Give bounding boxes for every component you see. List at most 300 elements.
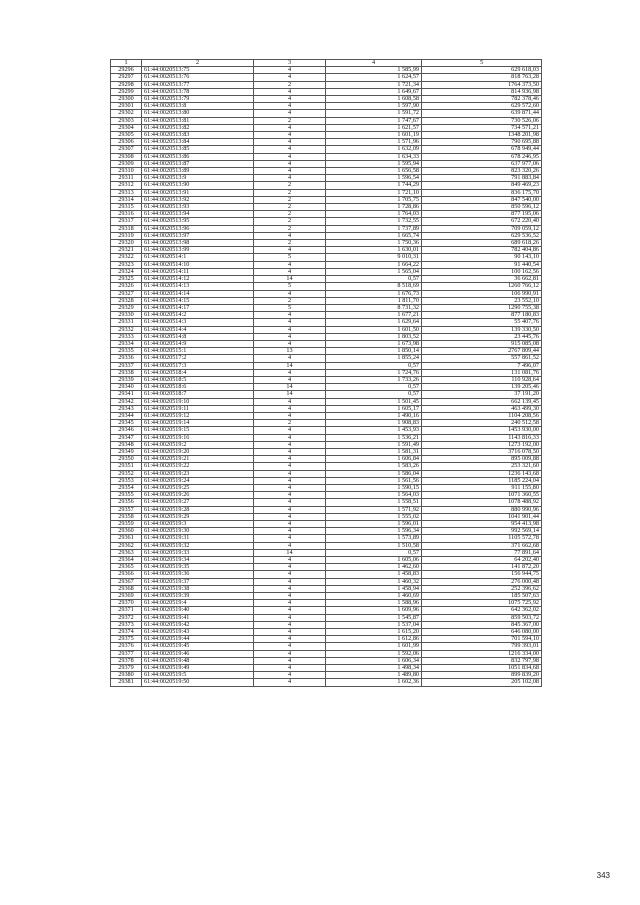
value-cell: 1 501,45: [326, 398, 422, 405]
value-cell: 1 750,36: [326, 240, 422, 247]
cadastral-number-cell: 61:44:0020513:87: [142, 160, 254, 167]
table-row: [111, 283, 542, 290]
cadastral-number-cell: 61:44:0020514:15: [142, 297, 254, 304]
row-number-cell: 29347: [111, 434, 142, 441]
type-code-cell: 4: [254, 629, 326, 636]
type-code-cell: 4: [254, 542, 326, 549]
amount-cell: 845 367,00: [422, 621, 542, 628]
cadastral-number-cell: 61:44:0020519:35: [142, 564, 254, 571]
value-cell: 1 462,60: [326, 564, 422, 571]
value-cell: 1 811,70: [326, 297, 422, 304]
type-code-cell: 4: [254, 124, 326, 131]
row-number-cell: 29325: [111, 276, 142, 283]
amount-cell: 1071 360,55: [422, 492, 542, 499]
value-cell: 1 721,10: [326, 189, 422, 196]
value-cell: 1 737,89: [326, 225, 422, 232]
value-cell: 1 510,58: [326, 542, 422, 549]
amount-cell: 1348 201,98: [422, 132, 542, 139]
amount-cell: 954 413,98: [422, 521, 542, 528]
table-row: [111, 434, 542, 441]
row-number-cell: 29299: [111, 88, 142, 95]
value-cell: 1 460,69: [326, 593, 422, 600]
table-row: [111, 67, 542, 74]
amount-cell: 734 571,21: [422, 124, 542, 131]
cadastral-number-cell: 61:44:0020519:38: [142, 585, 254, 592]
amount-cell: 1453 930,00: [422, 427, 542, 434]
cadastral-number-cell: 61:44:0020519:49: [142, 665, 254, 672]
cadastral-number-cell: 61:44:0020519:29: [142, 513, 254, 520]
value-cell: 1 605,17: [326, 405, 422, 412]
amount-cell: 629 536,52: [422, 232, 542, 239]
type-code-cell: 14: [254, 362, 326, 369]
table-row: [111, 621, 542, 628]
cadastral-number-cell: 61:44:0020514:2: [142, 312, 254, 319]
column-header-2: 2: [142, 60, 254, 67]
value-cell: 1 606,84: [326, 456, 422, 463]
value-cell: 9 010,31: [326, 254, 422, 261]
amount-cell: 1105 572,78: [422, 535, 542, 542]
type-code-cell: 4: [254, 232, 326, 239]
type-code-cell: 4: [254, 312, 326, 319]
table-row: [111, 160, 542, 167]
amount-cell: 557 861,52: [422, 355, 542, 362]
table-row: [111, 636, 542, 643]
table-row: [111, 182, 542, 189]
table-row: [111, 484, 542, 491]
amount-cell: 100 162,56: [422, 268, 542, 275]
value-cell: 1 536,21: [326, 434, 422, 441]
value-cell: 1 545,87: [326, 614, 422, 621]
value-cell: 1 724,76: [326, 369, 422, 376]
cadastral-number-cell: 61:44:0020513:8: [142, 103, 254, 110]
cadastral-number-cell: 61:44:0020513:93: [142, 204, 254, 211]
cadastral-number-cell: 61:44:0020519:32: [142, 542, 254, 549]
row-number-cell: 29340: [111, 384, 142, 391]
table-row: [111, 74, 542, 81]
type-code-cell: 4: [254, 340, 326, 347]
amount-cell: 1185 224,04: [422, 477, 542, 484]
amount-cell: 371 662,68: [422, 542, 542, 549]
table-row: [111, 629, 542, 636]
cadastral-number-cell: 61:44:0020519:39: [142, 593, 254, 600]
value-cell: 1 561,56: [326, 477, 422, 484]
cadastral-number-cell: 61:44:0020518:6: [142, 384, 254, 391]
value-cell: 1 595,94: [326, 160, 422, 167]
row-number-cell: 29315: [111, 204, 142, 211]
row-number-cell: 29308: [111, 153, 142, 160]
table-row: [111, 103, 542, 110]
table-row: [111, 657, 542, 664]
row-number-cell: 29376: [111, 643, 142, 650]
type-code-cell: 4: [254, 614, 326, 621]
type-code-cell: 4: [254, 535, 326, 542]
type-code-cell: 4: [254, 96, 326, 103]
type-code-cell: 4: [254, 268, 326, 275]
cadastral-number-cell: 61:44:0020514:9: [142, 340, 254, 347]
cadastral-number-cell: 61:44:0020519:2: [142, 441, 254, 448]
table-row: [111, 549, 542, 556]
value-cell: 1 677,21: [326, 312, 422, 319]
type-code-cell: 4: [254, 168, 326, 175]
value-cell: 1 558,51: [326, 499, 422, 506]
amount-cell: 141 872,20: [422, 564, 542, 571]
row-number-cell: 29363: [111, 549, 142, 556]
amount-cell: 709 059,12: [422, 225, 542, 232]
value-cell: 1 453,93: [326, 427, 422, 434]
amount-cell: 253 321,60: [422, 463, 542, 470]
table-row: [111, 124, 542, 131]
amount-cell: 37 191,20: [422, 391, 542, 398]
table-row: [111, 254, 542, 261]
header-row: [111, 60, 542, 67]
amount-cell: 672 220,40: [422, 218, 542, 225]
type-code-cell: 2: [254, 218, 326, 225]
amount-cell: 110 928,64: [422, 376, 542, 383]
row-number-cell: 29346: [111, 427, 142, 434]
value-cell: 1 630,01: [326, 247, 422, 254]
amount-cell: 77 891,64: [422, 549, 542, 556]
type-code-cell: 4: [254, 600, 326, 607]
row-number-cell: 29348: [111, 441, 142, 448]
row-number-cell: 29316: [111, 211, 142, 218]
value-cell: 0,57: [326, 276, 422, 283]
cadastral-number-cell: 61:44:0020513:85: [142, 146, 254, 153]
row-number-cell: 29313: [111, 189, 142, 196]
type-code-cell: 4: [254, 463, 326, 470]
value-cell: 1 634,33: [326, 153, 422, 160]
table-row: [111, 448, 542, 455]
table-row: [111, 672, 542, 679]
cadastral-number-cell: 61:44:0020514:14: [142, 290, 254, 297]
row-number-cell: 29373: [111, 621, 142, 628]
table-row: [111, 96, 542, 103]
table-row: [111, 319, 542, 326]
cadastral-number-cell: 61:44:0020517:2: [142, 355, 254, 362]
amount-cell: 1041 901,44: [422, 513, 542, 520]
column-header-4: 4: [326, 60, 422, 67]
cadastral-number-cell: 61:44:0020513:84: [142, 139, 254, 146]
amount-cell: 139 205,46: [422, 384, 542, 391]
value-cell: 1 632,09: [326, 146, 422, 153]
row-number-cell: 29343: [111, 405, 142, 412]
value-cell: 1 732,55: [326, 218, 422, 225]
row-number-cell: 29301: [111, 103, 142, 110]
table-row: [111, 312, 542, 319]
row-number-cell: 29311: [111, 175, 142, 182]
value-cell: 1 908,83: [326, 420, 422, 427]
value-cell: 1 537,04: [326, 621, 422, 628]
amount-cell: 877 195,06: [422, 211, 542, 218]
cadastral-number-cell: 61:44:0020519:20: [142, 448, 254, 455]
value-cell: 1 596,54: [326, 175, 422, 182]
value-cell: 1 615,20: [326, 629, 422, 636]
cadastral-number-cell: 61:44:0020515:1: [142, 348, 254, 355]
row-number-cell: 29326: [111, 283, 142, 290]
value-cell: 1 490,16: [326, 412, 422, 419]
value-cell: 0,57: [326, 549, 422, 556]
type-code-cell: 14: [254, 384, 326, 391]
amount-cell: 1075 725,92: [422, 600, 542, 607]
column-header-5: 5: [422, 60, 542, 67]
cadastral-number-cell: 61:44:0020513:9: [142, 175, 254, 182]
type-code-cell: 4: [254, 398, 326, 405]
type-code-cell: 4: [254, 153, 326, 160]
type-code-cell: 2: [254, 240, 326, 247]
table-row: [111, 571, 542, 578]
amount-cell: 782 378,46: [422, 96, 542, 103]
cadastral-number-cell: 61:44:0020519:44: [142, 636, 254, 643]
value-cell: 1 649,67: [326, 88, 422, 95]
type-code-cell: 4: [254, 593, 326, 600]
cadastral-number-cell: 61:44:0020513:75: [142, 67, 254, 74]
value-cell: 1 621,57: [326, 124, 422, 131]
type-code-cell: 14: [254, 391, 326, 398]
row-number-cell: 29367: [111, 578, 142, 585]
type-code-cell: 4: [254, 492, 326, 499]
row-number-cell: 29331: [111, 319, 142, 326]
cadastral-number-cell: 61:44:0020519:10: [142, 398, 254, 405]
type-code-cell: 5: [254, 304, 326, 311]
type-code-cell: 4: [254, 110, 326, 117]
row-number-cell: 29342: [111, 398, 142, 405]
table-row: [111, 261, 542, 268]
table-row: [111, 297, 542, 304]
type-code-cell: 4: [254, 477, 326, 484]
amount-cell: 64 202,40: [422, 557, 542, 564]
cadastral-number-cell: 61:44:0020513:81: [142, 117, 254, 124]
type-code-cell: 4: [254, 333, 326, 340]
table-row: [111, 340, 542, 347]
value-cell: 1 571,92: [326, 506, 422, 513]
row-number-cell: 29372: [111, 614, 142, 621]
type-code-cell: 4: [254, 636, 326, 643]
cadastral-number-cell: 61:44:0020519:27: [142, 499, 254, 506]
row-number-cell: 29318: [111, 225, 142, 232]
type-code-cell: 4: [254, 247, 326, 254]
value-cell: 1 728,86: [326, 204, 422, 211]
cadastral-number-cell: 61:44:0020513:82: [142, 124, 254, 131]
type-code-cell: 4: [254, 521, 326, 528]
amount-cell: 1764 373,50: [422, 81, 542, 88]
type-code-cell: 4: [254, 528, 326, 535]
row-number-cell: 29319: [111, 232, 142, 239]
value-cell: 1 555,02: [326, 513, 422, 520]
row-number-cell: 29349: [111, 448, 142, 455]
table-row: [111, 600, 542, 607]
row-number-cell: 29359: [111, 521, 142, 528]
type-code-cell: 4: [254, 441, 326, 448]
row-number-cell: 29371: [111, 607, 142, 614]
table-row: [111, 218, 542, 225]
cadastral-number-cell: 61:44:0020513:80: [142, 110, 254, 117]
type-code-cell: 4: [254, 74, 326, 81]
row-number-cell: 29366: [111, 571, 142, 578]
cadastral-number-cell: 61:44:0020514:10: [142, 261, 254, 268]
amount-cell: 185 507,63: [422, 593, 542, 600]
row-number-cell: 29377: [111, 650, 142, 657]
cadastral-number-cell: 61:44:0020519:50: [142, 679, 254, 686]
amount-cell: 849 469,23: [422, 182, 542, 189]
row-number-cell: 29307: [111, 146, 142, 153]
cadastral-number-cell: 61:44:0020513:94: [142, 211, 254, 218]
cadastral-number-cell: 61:44:0020519:33: [142, 549, 254, 556]
value-cell: 1 588,96: [326, 600, 422, 607]
table-row: [111, 348, 542, 355]
value-cell: 1 592,06: [326, 650, 422, 657]
table-row: [111, 585, 542, 592]
table-row: [111, 528, 542, 535]
value-cell: 1 764,03: [326, 211, 422, 218]
amount-cell: 139 330,50: [422, 326, 542, 333]
type-code-cell: 2: [254, 225, 326, 232]
value-cell: 1 606,34: [326, 657, 422, 664]
cadastral-number-cell: 61:44:0020514:3: [142, 319, 254, 326]
row-number-cell: 29327: [111, 290, 142, 297]
amount-cell: 3716 078,50: [422, 448, 542, 455]
row-number-cell: 29357: [111, 506, 142, 513]
amount-cell: 2767 809,44: [422, 348, 542, 355]
cadastral-number-cell: 61:44:0020514:11: [142, 268, 254, 275]
table-row: [111, 88, 542, 95]
row-number-cell: 29334: [111, 340, 142, 347]
table-row: [111, 290, 542, 297]
amount-cell: 678 246,95: [422, 153, 542, 160]
table-row: [111, 240, 542, 247]
value-cell: 1 850,14: [326, 348, 422, 355]
amount-cell: 463 499,30: [422, 405, 542, 412]
cadastral-number-cell: 61:44:0020514:17: [142, 304, 254, 311]
table-row: [111, 196, 542, 203]
type-code-cell: 4: [254, 484, 326, 491]
type-code-cell: 4: [254, 88, 326, 95]
table-header: [111, 60, 542, 67]
cadastral-number-cell: 61:44:0020519:21: [142, 456, 254, 463]
type-code-cell: 4: [254, 175, 326, 182]
value-cell: 1 747,67: [326, 117, 422, 124]
table-row: [111, 232, 542, 239]
row-number-cell: 29338: [111, 369, 142, 376]
type-code-cell: 2: [254, 204, 326, 211]
value-cell: 1 585,99: [326, 67, 422, 74]
cadastral-number-cell: 61:44:0020513:90: [142, 182, 254, 189]
table-row: [111, 376, 542, 383]
type-code-cell: 4: [254, 448, 326, 455]
amount-cell: 701 594,10: [422, 636, 542, 643]
type-code-cell: 4: [254, 67, 326, 74]
value-cell: 1 583,26: [326, 463, 422, 470]
type-code-cell: 4: [254, 657, 326, 664]
row-number-cell: 29339: [111, 376, 142, 383]
table-row: [111, 391, 542, 398]
table-row: [111, 535, 542, 542]
cadastral-number-cell: 61:44:0020519:14: [142, 420, 254, 427]
table-row: [111, 643, 542, 650]
type-code-cell: 4: [254, 290, 326, 297]
row-number-cell: 29320: [111, 240, 142, 247]
value-cell: 1 564,03: [326, 492, 422, 499]
cadastral-number-cell: 61:44:0020513:96: [142, 225, 254, 232]
value-cell: 1 460,32: [326, 578, 422, 585]
table-row: [111, 211, 542, 218]
row-number-cell: 29355: [111, 492, 142, 499]
value-cell: 1 573,89: [326, 535, 422, 542]
amount-cell: 895 009,88: [422, 456, 542, 463]
cadastral-number-cell: 61:44:0020513:95: [142, 218, 254, 225]
table-row: [111, 665, 542, 672]
amount-cell: 992 569,14: [422, 528, 542, 535]
amount-cell: 790 695,88: [422, 139, 542, 146]
amount-cell: 899 839,20: [422, 672, 542, 679]
cadastral-number-cell: 61:44:0020513:91: [142, 189, 254, 196]
table-row: [111, 189, 542, 196]
table-row: [111, 225, 542, 232]
amount-cell: 36 662,81: [422, 276, 542, 283]
type-code-cell: 13: [254, 348, 326, 355]
amount-cell: 156 944,75: [422, 571, 542, 578]
value-cell: 1 581,31: [326, 448, 422, 455]
row-number-cell: 29332: [111, 326, 142, 333]
amount-cell: 1236 143,68: [422, 470, 542, 477]
type-code-cell: 4: [254, 319, 326, 326]
row-number-cell: 29379: [111, 665, 142, 672]
row-number-cell: 29350: [111, 456, 142, 463]
table-row: [111, 557, 542, 564]
amount-cell: 877 180,83: [422, 312, 542, 319]
type-code-cell: 4: [254, 665, 326, 672]
cadastral-number-cell: 61:44:0020519:34: [142, 557, 254, 564]
value-cell: 1 733,26: [326, 376, 422, 383]
type-code-cell: 4: [254, 261, 326, 268]
value-cell: 1 608,58: [326, 96, 422, 103]
cadastral-number-cell: 61:44:0020519:41: [142, 614, 254, 621]
value-cell: 1 665,74: [326, 232, 422, 239]
table-row: [111, 110, 542, 117]
value-cell: 1 571,96: [326, 139, 422, 146]
row-number-cell: 29354: [111, 484, 142, 491]
table-row: [111, 369, 542, 376]
type-code-cell: 4: [254, 585, 326, 592]
cadastral-number-cell: 61:44:0020519:15: [142, 427, 254, 434]
type-code-cell: 4: [254, 456, 326, 463]
cadastral-number-cell: 61:44:0020519:48: [142, 657, 254, 664]
cadastral-number-cell: 61:44:0020519:22: [142, 463, 254, 470]
value-cell: 1 601,50: [326, 326, 422, 333]
row-number-cell: 29378: [111, 657, 142, 664]
table-row: [111, 168, 542, 175]
table-row: [111, 499, 542, 506]
type-code-cell: 4: [254, 326, 326, 333]
type-code-cell: 2: [254, 117, 326, 124]
row-number-cell: 29322: [111, 254, 142, 261]
value-cell: 1 596,34: [326, 528, 422, 535]
type-code-cell: 4: [254, 470, 326, 477]
cadastral-number-cell: 61:44:0020514:1: [142, 254, 254, 261]
row-number-cell: 29328: [111, 297, 142, 304]
cadastral-number-cell: 61:44:0020513:89: [142, 168, 254, 175]
amount-cell: 791 883,84: [422, 175, 542, 182]
amount-cell: 23 445,76: [422, 333, 542, 340]
cadastral-number-cell: 61:44:0020519:24: [142, 477, 254, 484]
amount-cell: 55 407,76: [422, 319, 542, 326]
table-row: [111, 650, 542, 657]
value-cell: 8 518,69: [326, 283, 422, 290]
amount-cell: 832 797,98: [422, 657, 542, 664]
cadastral-number-cell: 61:44:0020514:12: [142, 276, 254, 283]
row-number-cell: 29351: [111, 463, 142, 470]
cadastral-number-cell: 61:44:0020519:3: [142, 521, 254, 528]
table-row: [111, 276, 542, 283]
value-cell: 0,57: [326, 384, 422, 391]
